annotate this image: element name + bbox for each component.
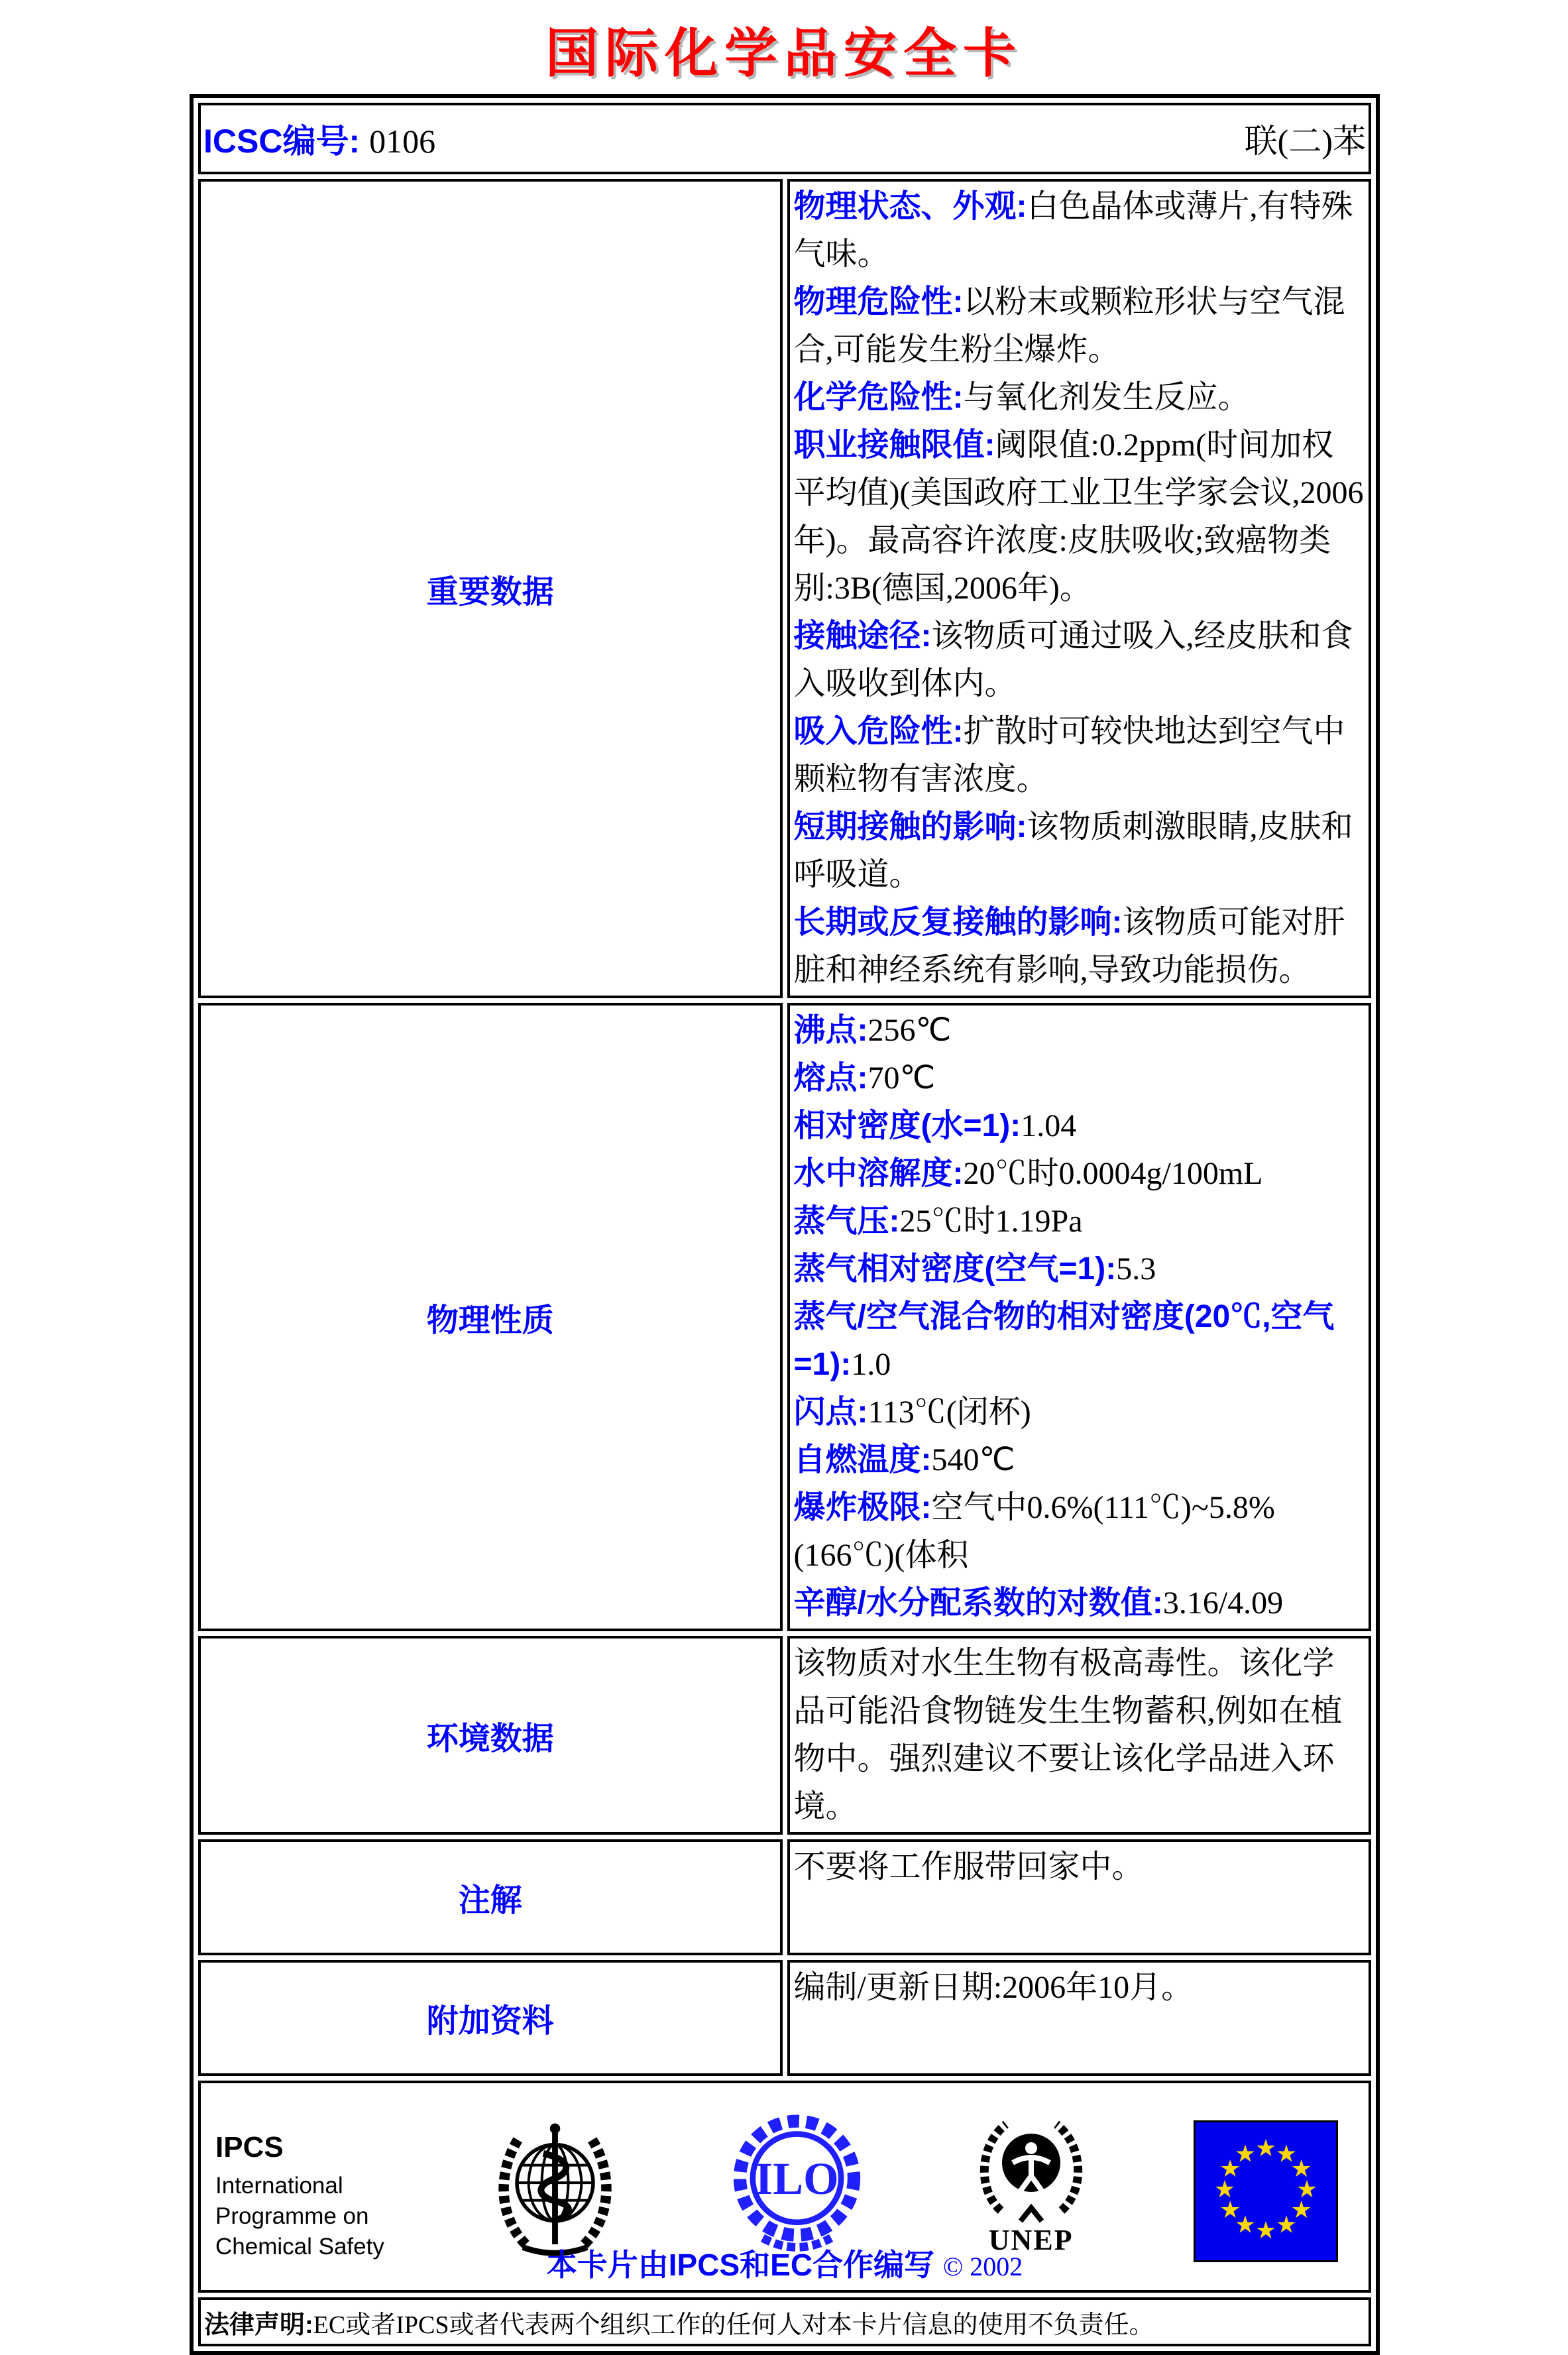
ipcs-acronym: IPCS — [215, 2130, 284, 2163]
property-line: 吸入危险性:扩散时可较快地达到空气中颗粒物有害浓度。 — [793, 714, 1345, 797]
section-label-additional-information: 附加资料 — [198, 1960, 783, 2076]
unep-logo-text: UNEP — [988, 2223, 1074, 2256]
ilo-logo-icon — [726, 2112, 868, 2263]
logos-cell — [198, 2081, 1371, 2293]
property-line: 蒸气相对密度(空气=1):5.3 — [793, 1251, 1156, 1287]
ipcs-text-block — [215, 2112, 384, 2262]
icsc-number-label: ICSC编号: — [203, 123, 361, 160]
property-line: 辛醇/水分配系数的对数值:3.16/4.09 — [793, 1585, 1284, 1621]
logos-row — [198, 2081, 1371, 2293]
credit-text: 本卡片由IPCS和EC合作编写 — [546, 2248, 935, 2282]
property-line: 不要将工作服带回家中。 — [793, 1849, 1144, 1884]
section-label-important-data: 重要数据 — [198, 179, 783, 998]
property-line: 化学危险性:与氧化剂发生反应。 — [793, 380, 1250, 415]
property-line: 蒸气压:25℃时1.19Pa — [793, 1204, 1083, 1239]
property-line: 物理危险性:以粉末或颗粒形状与空气混合,可能发生粉尘爆炸。 — [793, 284, 1345, 367]
property-line: 物理状态、外观:白色晶体或薄片,有特殊气味。 — [793, 189, 1353, 272]
property-line: 接触途径:该物质可通过吸入,经皮肤和食入吸收到体内。 — [793, 618, 1353, 701]
legal-cell — [198, 2297, 1371, 2346]
section-row-additional-information — [198, 1960, 1371, 2076]
ilo-logo-text: ILO — [755, 2153, 839, 2204]
property-line: 该物质对水生生物有极高毒性。该化学品可能沿食物链发生生物蓄积,例如在植物中。强烈建议不要让该化学品进入环境。 — [793, 1646, 1343, 1824]
property-line: 闪点:113℃(闭杯) — [793, 1395, 1031, 1430]
credit-year: © 2002 — [942, 2252, 1023, 2281]
property-line: 熔点:70℃ — [793, 1061, 936, 1096]
page-title: 国际化学品安全卡 — [545, 25, 1023, 84]
section-label-environmental-data: 环境数据 — [198, 1636, 783, 1835]
legal-row — [198, 2297, 1371, 2346]
icsc-number-group — [203, 115, 435, 162]
section-row-physical-properties — [198, 1003, 1371, 1631]
unep-logo-icon — [965, 2112, 1097, 2257]
ipcs-line: Chemical Safety — [215, 2233, 384, 2260]
property-line: 职业接触限值:阈限值:0.2ppm(时间加权平均值)(美国政府工业卫生学家会议,2006年)。最高容许浓度:皮肤吸收;致癌物类别:3B(德国,2006年)。 — [793, 428, 1364, 606]
property-line: 蒸气/空气混合物的相对密度(20℃,空气=1):1.0 — [793, 1299, 1335, 1382]
property-line: 长期或反复接触的影响:该物质可能对肝脏和神经系统有影响,导致功能损伤。 — [793, 905, 1345, 988]
icsc-table — [190, 94, 1380, 2355]
ipcs-line: Programme on — [215, 2203, 369, 2229]
section-row-important-data — [198, 179, 1371, 998]
property-line: 自燃温度:540℃ — [793, 1442, 1015, 1477]
section-content-physical-properties — [787, 1003, 1372, 1631]
section-label-physical-properties: 物理性质 — [198, 1003, 783, 1631]
credit-line — [201, 2241, 1369, 2285]
section-row-environmental-data — [198, 1636, 1371, 1835]
section-row-notes — [198, 1839, 1371, 1955]
property-line: 相对密度(水=1):1.04 — [793, 1108, 1077, 1143]
property-line: 短期接触的影响:该物质刺激眼睛,皮肤和呼吸道。 — [793, 809, 1353, 892]
section-content-important-data — [787, 179, 1372, 998]
header-row — [198, 103, 1371, 174]
section-content-environmental-data — [787, 1636, 1372, 1835]
header-cell — [198, 103, 1371, 174]
property-line: 编制/更新日期:2006年10月。 — [793, 1970, 1194, 2005]
eu-flag-icon: ★ ★ ★ ★ ★ ★ ★ ★ ★ ★ ★ ★ — [1194, 2120, 1338, 2262]
property-line: 爆炸极限:空气中0.6%(111℃)~5.8%(166℃)(体积 — [793, 1490, 1275, 1573]
property-line: 沸点:256℃ — [793, 1013, 952, 1048]
section-content-additional-information — [787, 1960, 1372, 2076]
section-content-notes — [787, 1839, 1372, 1955]
ipcs-line: International — [215, 2172, 343, 2199]
icsc-number-value: 0106 — [369, 123, 436, 160]
chemical-name: 联(二)苯 — [1244, 123, 1366, 160]
section-label-notes: 注解 — [198, 1839, 783, 1955]
property-line: 水中溶解度:20℃时0.0004g/100mL — [793, 1156, 1263, 1191]
legal-notice-text: EC或者IPCS或者代表两个组织工作的任何人对本卡片信息的使用不负责任。 — [313, 2311, 1154, 2339]
legal-notice-label: 法律声明: — [204, 2311, 313, 2339]
